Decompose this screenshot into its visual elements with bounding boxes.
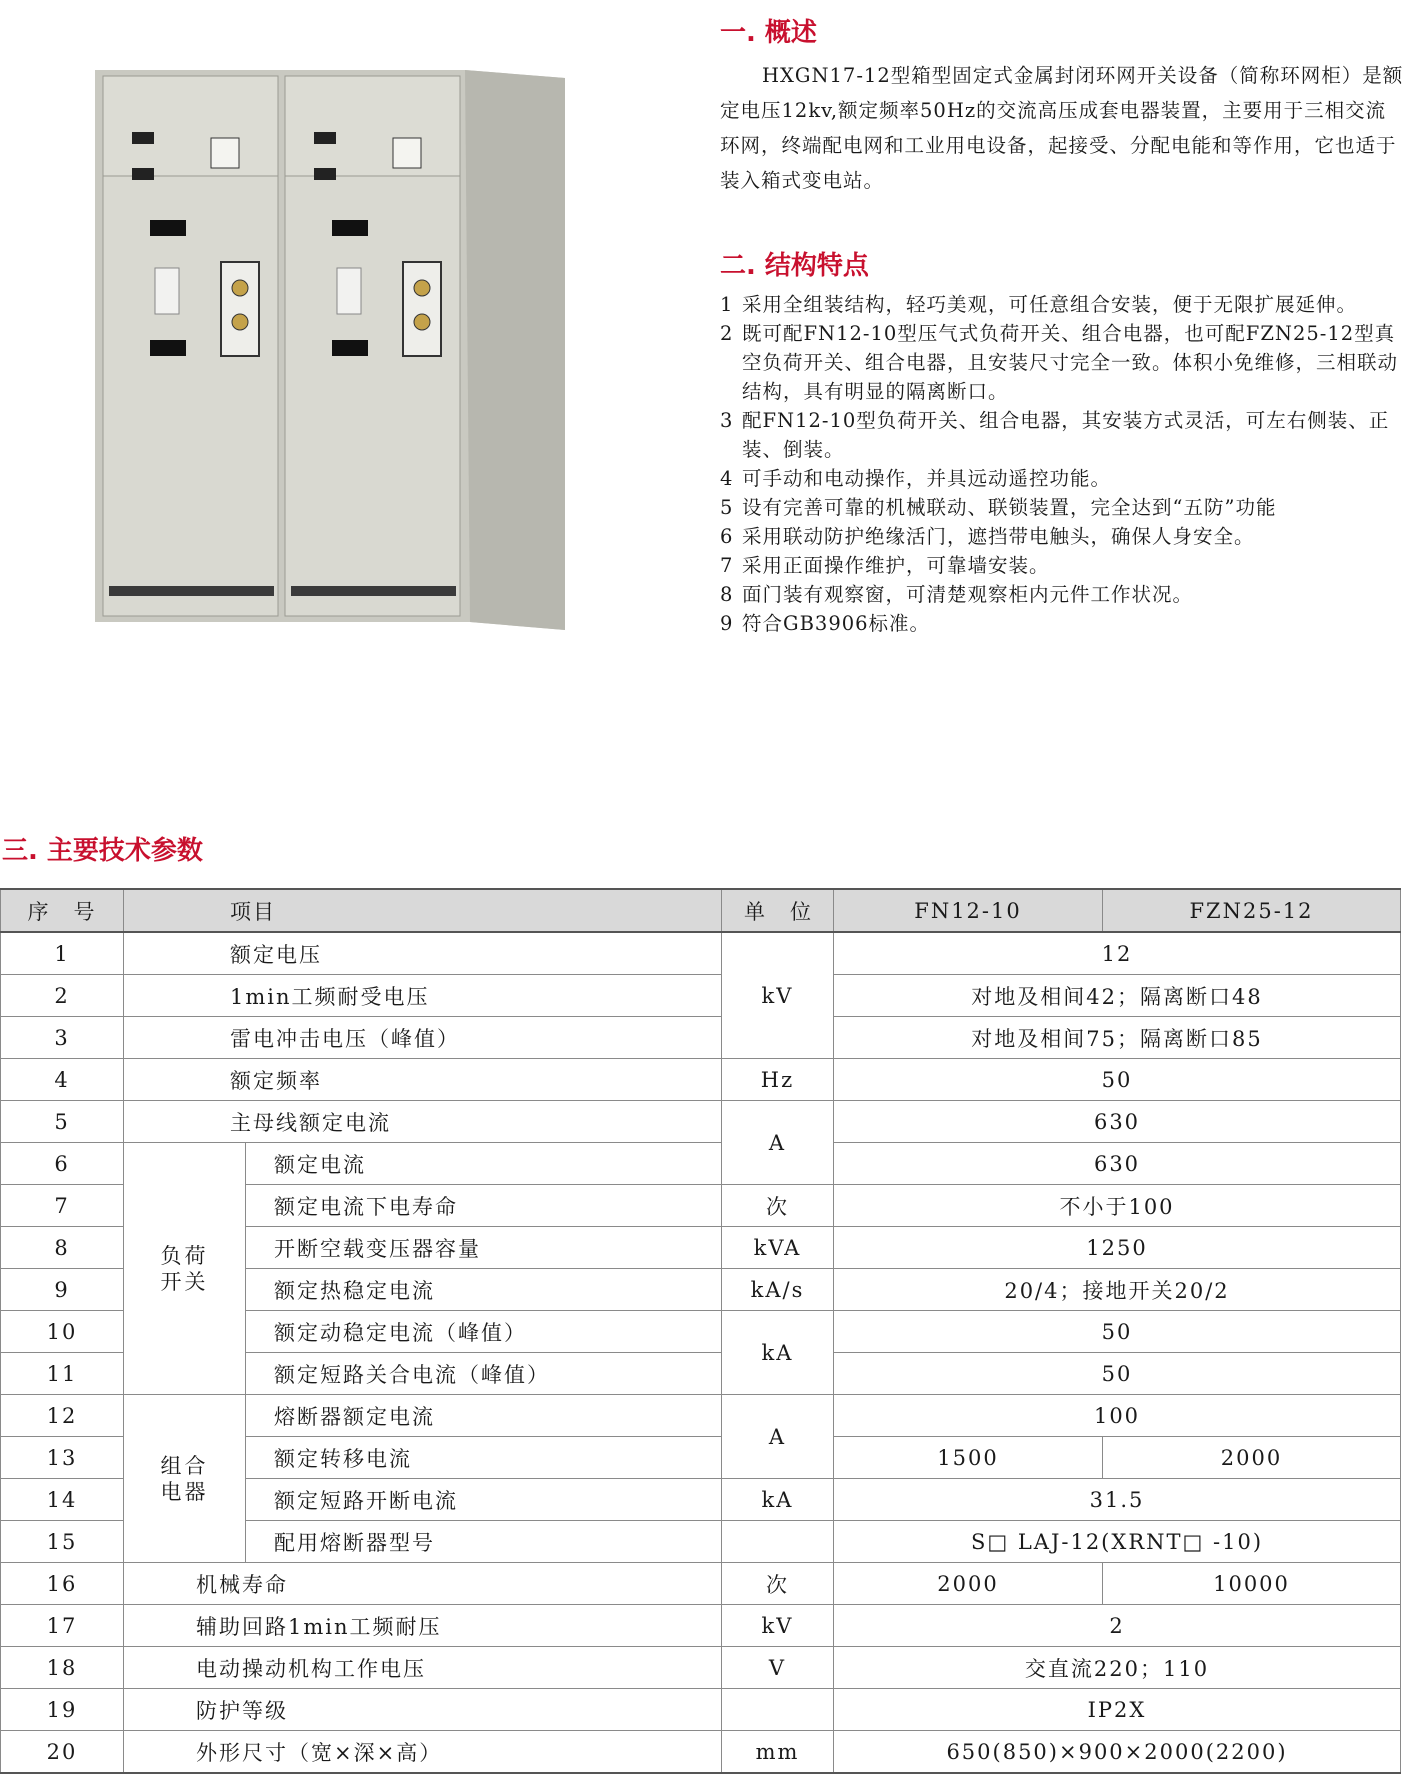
- row-item: 电动操动机构工作电压: [124, 1647, 722, 1689]
- technical-parameters-table: [0, 888, 1401, 1774]
- header-fzn25: FZN25-12: [1103, 889, 1401, 932]
- row-value: 1250: [834, 1227, 1401, 1269]
- row-value: 100: [834, 1395, 1401, 1437]
- row-no: 18: [1, 1647, 124, 1689]
- row-no: 5: [1, 1101, 124, 1143]
- feature-number: 4: [720, 467, 734, 490]
- row-item: 额定电流下电寿命: [246, 1185, 722, 1227]
- header-item: 项目: [124, 889, 722, 932]
- row-value-fzn25: 2000: [1103, 1437, 1401, 1479]
- feature-text: 可手动和电动操作，并具远动遥控功能。: [742, 467, 1112, 490]
- row-value: 650(850)×900×2000(2200): [834, 1731, 1401, 1774]
- row-item: 开断空载变压器容量: [246, 1227, 722, 1269]
- row-item: 熔断器额定电流: [246, 1395, 722, 1437]
- row-no: 6: [1, 1143, 124, 1185]
- table-row: [1, 932, 1401, 975]
- table-row: [1, 1395, 1401, 1437]
- table-row: [1, 1605, 1401, 1647]
- table-row: [1, 1647, 1401, 1689]
- row-unit: kA: [722, 1311, 834, 1395]
- header-no: 序 号: [1, 889, 124, 932]
- row-no: 19: [1, 1689, 124, 1731]
- row-no: 16: [1, 1563, 124, 1605]
- row-item: 1min工频耐受电压: [124, 975, 722, 1017]
- row-unit: A: [722, 1101, 834, 1185]
- overview-title: 一. 概述: [720, 18, 817, 48]
- row-item: 额定短路关合电流（峰值）: [246, 1353, 722, 1395]
- row-unit: kVA: [722, 1227, 834, 1269]
- header-unit: 单 位: [722, 889, 834, 932]
- row-no: 11: [1, 1353, 124, 1395]
- table-header-row: [1, 889, 1401, 932]
- feature-number: 3: [720, 409, 734, 432]
- feature-item: [720, 522, 1405, 551]
- row-value: IP2X: [834, 1689, 1401, 1731]
- feature-item: [720, 609, 1405, 638]
- table-row: [1, 1563, 1401, 1605]
- row-unit: Hz: [722, 1059, 834, 1101]
- row-item: 雷电冲击电压（峰值）: [124, 1017, 722, 1059]
- features-title: 二. 结构特点: [720, 251, 869, 281]
- feature-text: 符合GB3906标准。: [742, 612, 931, 635]
- row-no: 17: [1, 1605, 124, 1647]
- feature-item: [720, 464, 1405, 493]
- row-item: 额定频率: [124, 1059, 722, 1101]
- row-no: 20: [1, 1731, 124, 1774]
- row-item: 配用熔断器型号: [246, 1521, 722, 1563]
- row-unit: kV: [722, 1605, 834, 1647]
- row-item: 额定转移电流: [246, 1437, 722, 1479]
- feature-text: 面门装有观察窗，可清楚观察柜内元件工作状况。: [742, 583, 1194, 606]
- row-value: 630: [834, 1143, 1401, 1185]
- feature-text: 配FN12-10型负荷开关、组合电器，其安装方式灵活，可左右侧装、正装、倒装。: [742, 409, 1390, 461]
- feature-text: 采用联动防护绝缘活门，遮挡带电触头，确保人身安全。: [742, 525, 1255, 548]
- row-value: S□ LAJ-12(XRNT□ -10): [834, 1521, 1401, 1563]
- group-combination-apparatus: 组合 电器: [124, 1395, 246, 1563]
- overview-body: [720, 58, 1405, 198]
- feature-text: 设有完善可靠的机械联动、联锁装置，完全达到“五防”功能: [742, 496, 1277, 519]
- feature-item: [720, 319, 1405, 406]
- row-value: 31.5: [834, 1479, 1401, 1521]
- row-unit: A: [722, 1395, 834, 1479]
- row-no: 15: [1, 1521, 124, 1563]
- row-no: 14: [1, 1479, 124, 1521]
- feature-number: 5: [720, 496, 734, 519]
- feature-item: [720, 551, 1405, 580]
- row-value: 对地及相间75；隔离断口85: [834, 1017, 1401, 1059]
- group-load-switch: 负荷 开关: [124, 1143, 246, 1395]
- row-unit: V: [722, 1647, 834, 1689]
- row-item: 辅助回路1min工频耐压: [124, 1605, 722, 1647]
- row-item: 额定短路开断电流: [246, 1479, 722, 1521]
- row-no: 10: [1, 1311, 124, 1353]
- row-item: 额定动稳定电流（峰值）: [246, 1311, 722, 1353]
- feature-number: 1: [720, 293, 734, 316]
- switchgear-cabinet-photo: [95, 70, 565, 630]
- feature-number: 8: [720, 583, 734, 606]
- table-row: [1, 1059, 1401, 1101]
- row-value-fn12: 2000: [834, 1563, 1103, 1605]
- params-title: 三. 主要技术参数: [2, 836, 203, 866]
- feature-item: [720, 290, 1405, 319]
- feature-number: 2: [720, 322, 734, 345]
- row-no: 13: [1, 1437, 124, 1479]
- row-item: 防护等级: [124, 1689, 722, 1731]
- row-unit: 次: [722, 1185, 834, 1227]
- row-value: 对地及相间42；隔离断口48: [834, 975, 1401, 1017]
- header-fn12: FN12-10: [834, 889, 1103, 932]
- row-value: 50: [834, 1059, 1401, 1101]
- row-unit: kA: [722, 1479, 834, 1521]
- feature-item: [720, 580, 1405, 609]
- row-unit: mm: [722, 1731, 834, 1774]
- row-unit: [722, 1521, 834, 1563]
- row-value: 交直流220；110: [834, 1647, 1401, 1689]
- row-value-fn12: 1500: [834, 1437, 1103, 1479]
- row-value: 20/4；接地开关20/2: [834, 1269, 1401, 1311]
- row-unit: kA/s: [722, 1269, 834, 1311]
- row-item: 额定电压: [124, 932, 722, 975]
- row-no: 8: [1, 1227, 124, 1269]
- feature-item: [720, 493, 1405, 522]
- row-item: 外形尺寸（宽×深×高）: [124, 1731, 722, 1774]
- row-item: 主母线额定电流: [124, 1101, 722, 1143]
- row-item: 额定电流: [246, 1143, 722, 1185]
- table-row: [1, 1017, 1401, 1059]
- overview-text: HXGN17-12型箱型固定式金属封闭环网开关设备（简称环网柜）是额定电压12kv,额定频率50Hz的交流高压成套电器装置，主要用于三相交流环网，终端配电网和工业用电设备，起接受、分配电能和等作用，它也适于装入箱式变电站。: [720, 64, 1404, 192]
- row-unit: 次: [722, 1563, 834, 1605]
- feature-number: 7: [720, 554, 734, 577]
- row-value: 630: [834, 1101, 1401, 1143]
- row-unit: [722, 1689, 834, 1731]
- table-row: [1, 1101, 1401, 1143]
- row-unit: kV: [722, 932, 834, 1059]
- row-no: 3: [1, 1017, 124, 1059]
- feature-text: 采用正面操作维护，可靠墙安装。: [742, 554, 1050, 577]
- feature-number: 9: [720, 612, 734, 635]
- feature-text: 采用全组装结构，轻巧美观，可任意组合安装，便于无限扩展延伸。: [742, 293, 1358, 316]
- row-item: 额定热稳定电流: [246, 1269, 722, 1311]
- row-no: 2: [1, 975, 124, 1017]
- row-value: 12: [834, 932, 1401, 975]
- table-row: [1, 1689, 1401, 1731]
- row-value: 不小于100: [834, 1185, 1401, 1227]
- row-no: 4: [1, 1059, 124, 1101]
- row-item: 机械寿命: [124, 1563, 722, 1605]
- row-no: 7: [1, 1185, 124, 1227]
- row-no: 12: [1, 1395, 124, 1437]
- row-value: 2: [834, 1605, 1401, 1647]
- feature-text: 既可配FN12-10型压气式负荷开关、组合电器，也可配FZN25-12型真空负荷开关、组合电器，且安装尺寸完全一致。体积小免维修，三相联动结构，具有明显的隔离断口。: [742, 322, 1399, 403]
- row-no: 9: [1, 1269, 124, 1311]
- row-value: 50: [834, 1353, 1401, 1395]
- table-row: [1, 1731, 1401, 1774]
- features-list: [720, 290, 1405, 638]
- feature-item: [720, 406, 1405, 464]
- table-row: [1, 975, 1401, 1017]
- row-value-fzn25: 10000: [1103, 1563, 1401, 1605]
- row-no: 1: [1, 932, 124, 975]
- row-value: 50: [834, 1311, 1401, 1353]
- table-row: [1, 1143, 1401, 1185]
- feature-number: 6: [720, 525, 734, 548]
